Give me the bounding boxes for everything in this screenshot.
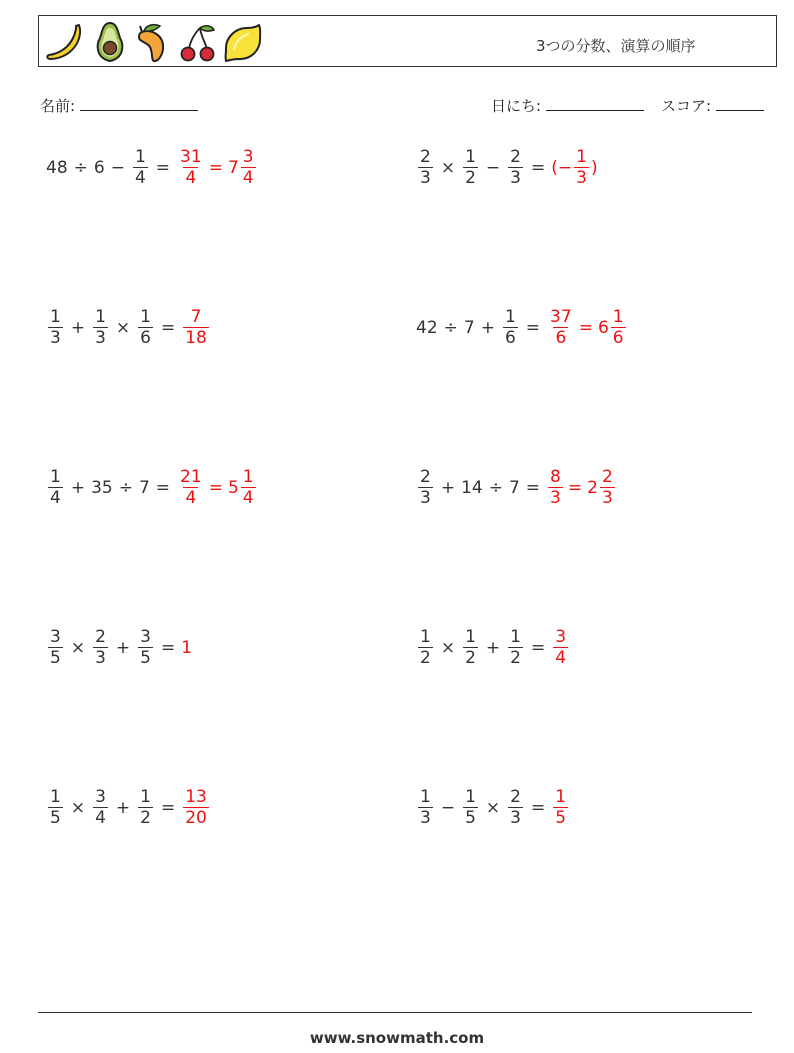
operator: + [115, 637, 131, 658]
number: 1 [181, 637, 193, 658]
denominator: 6 [504, 328, 516, 348]
denominator: 2 [510, 648, 521, 668]
operator: = [160, 797, 176, 818]
fraction [548, 467, 563, 508]
fraction [138, 307, 153, 348]
answer [181, 638, 192, 658]
worksheet-title: 3つの分数、演算の順序 [536, 37, 696, 55]
mixed-whole: 2 [587, 477, 598, 498]
name-field[interactable] [40, 95, 198, 116]
answer [181, 787, 211, 828]
numerator: 1 [134, 147, 146, 167]
denominator: 2 [420, 648, 431, 668]
fraction [508, 627, 523, 668]
operator: = [525, 317, 541, 338]
cherry-icon [176, 20, 218, 64]
problem-9 [46, 787, 211, 828]
fraction [138, 787, 153, 828]
problem-7 [46, 627, 192, 668]
operator: + [70, 477, 86, 498]
operator: = [155, 477, 171, 498]
operator: − [440, 797, 456, 818]
numerator: 2 [510, 787, 521, 807]
operator: × [115, 317, 131, 338]
fraction [133, 147, 148, 188]
numerator: 1 [555, 787, 567, 807]
fraction [93, 787, 108, 828]
fraction [48, 627, 63, 668]
fraction [418, 627, 433, 668]
date-label: 日にち: [491, 97, 542, 115]
fraction [241, 467, 256, 508]
numerator: 1 [612, 307, 624, 327]
answer [181, 307, 211, 348]
problem-2 [416, 147, 598, 188]
operator: = [160, 317, 176, 338]
numerator: 31 [180, 147, 202, 167]
denominator: 2 [465, 648, 476, 668]
fraction [553, 787, 568, 828]
fraction [574, 147, 589, 188]
problem-10 [416, 787, 570, 828]
denominator: 3 [601, 488, 613, 508]
mixed-number [596, 307, 628, 348]
number: 14 [461, 477, 483, 498]
fraction [463, 147, 478, 188]
fraction [611, 307, 626, 348]
header-box [38, 15, 777, 67]
denominator: 4 [185, 488, 197, 508]
avocado-icon [89, 20, 131, 64]
operator: = [160, 637, 176, 658]
fraction [48, 467, 63, 508]
mixed-whole: 7 [227, 157, 239, 178]
fraction [183, 307, 209, 348]
fraction [418, 467, 433, 508]
denominator: 3 [50, 328, 61, 348]
number: 42 [416, 317, 438, 338]
operator: = [530, 157, 546, 178]
denominator: 2 [465, 168, 476, 188]
operator: − [485, 157, 501, 178]
problem-3 [46, 307, 211, 348]
denominator: 6 [555, 328, 567, 348]
numerator: 1 [465, 787, 476, 807]
answer [176, 147, 258, 188]
date-field[interactable] [491, 95, 644, 116]
operator: = [567, 477, 583, 498]
answer [546, 307, 628, 348]
answer [551, 787, 570, 828]
date-blank[interactable] [546, 96, 644, 111]
numerator: 1 [465, 627, 476, 647]
operator: × [485, 797, 501, 818]
numerator: 1 [242, 467, 254, 487]
lemon-icon [221, 20, 263, 64]
problem-8 [416, 627, 570, 668]
number: 48 [46, 157, 68, 178]
name-blank[interactable] [80, 96, 198, 111]
fraction [93, 627, 108, 668]
operator: + [485, 637, 501, 658]
numerator: 1 [50, 467, 61, 487]
numerator: 3 [555, 627, 567, 647]
operator: ÷ [118, 477, 133, 498]
mixed-number [226, 147, 258, 188]
numerator: 3 [95, 787, 106, 807]
denominator: 3 [510, 168, 521, 188]
answer [551, 627, 570, 668]
operator: × [440, 157, 456, 178]
denominator: 3 [420, 168, 431, 188]
problem-4 [416, 307, 628, 348]
mango-icon [132, 20, 174, 64]
fraction [548, 307, 574, 348]
operator: = [578, 317, 593, 338]
problem-6 [416, 467, 617, 508]
fraction [178, 147, 204, 188]
footer-url[interactable]: www.snowmath.com [309, 1029, 485, 1047]
denominator: 4 [134, 168, 146, 188]
number: 7 [508, 477, 520, 498]
operator: − [110, 157, 125, 178]
denominator: 3 [95, 648, 106, 668]
denominator: 3 [420, 808, 431, 828]
operator: ÷ [443, 317, 458, 338]
numerator: 1 [140, 307, 151, 327]
denominator: 3 [550, 488, 561, 508]
denominator: 3 [95, 328, 106, 348]
numerator: 2 [601, 467, 613, 487]
denominator: 5 [50, 808, 61, 828]
numerator: 2 [420, 147, 431, 167]
answer [551, 147, 597, 188]
numerator: 8 [550, 467, 561, 487]
problem-5 [46, 467, 258, 508]
numerator: 2 [95, 627, 106, 647]
score-blank[interactable] [716, 96, 764, 111]
denominator: 5 [465, 808, 476, 828]
number: ) [590, 157, 598, 178]
denominator: 20 [185, 808, 207, 828]
number: (− [551, 157, 573, 178]
denominator: 3 [576, 168, 587, 188]
banana-icon [43, 20, 85, 64]
mixed-whole: 5 [227, 477, 239, 498]
numerator: 37 [550, 307, 572, 327]
fraction [600, 467, 615, 508]
operator: = [530, 797, 546, 818]
denominator: 4 [95, 808, 106, 828]
operator: = [530, 637, 546, 658]
fraction [178, 467, 204, 508]
numerator: 2 [510, 147, 521, 167]
footer-divider [38, 1012, 752, 1013]
denominator: 5 [555, 808, 567, 828]
answer [176, 467, 258, 508]
fraction [183, 787, 209, 828]
operator: ÷ [73, 157, 88, 178]
operator: × [70, 797, 86, 818]
fraction [93, 307, 108, 348]
operator: = [155, 157, 171, 178]
numerator: 3 [50, 627, 61, 647]
numerator: 1 [504, 307, 516, 327]
fraction [418, 787, 433, 828]
denominator: 18 [185, 328, 207, 348]
name-label: 名前: [40, 97, 76, 115]
number: 35 [91, 477, 113, 498]
mixed-number [226, 467, 258, 508]
numerator: 7 [190, 307, 202, 327]
denominator: 6 [140, 328, 151, 348]
operator: + [115, 797, 131, 818]
number: 7 [463, 317, 475, 338]
operator: + [440, 477, 456, 498]
denominator: 4 [185, 168, 197, 188]
operator: + [70, 317, 86, 338]
operator: × [70, 637, 86, 658]
denominator: 5 [50, 648, 61, 668]
numerator: 1 [50, 787, 61, 807]
denominator: 2 [140, 808, 151, 828]
operator: × [440, 637, 456, 658]
fraction [48, 307, 63, 348]
numerator: 3 [242, 147, 254, 167]
denominator: 4 [242, 488, 254, 508]
number: 7 [138, 477, 150, 498]
numerator: 13 [185, 787, 207, 807]
operator: = [525, 477, 541, 498]
denominator: 4 [242, 168, 254, 188]
fraction [508, 147, 523, 188]
fraction [418, 147, 433, 188]
numerator: 1 [140, 787, 151, 807]
mixed-number [585, 467, 617, 508]
operator: ÷ [488, 477, 503, 498]
denominator: 5 [140, 648, 151, 668]
answer [546, 467, 617, 508]
fraction [553, 627, 568, 668]
fraction [508, 787, 523, 828]
numerator: 2 [420, 467, 431, 487]
fraction [138, 627, 153, 668]
fraction [463, 627, 478, 668]
denominator: 4 [50, 488, 61, 508]
number: 6 [93, 157, 105, 178]
fraction [463, 787, 478, 828]
operator: = [208, 477, 223, 498]
numerator: 1 [576, 147, 587, 167]
fraction [503, 307, 518, 348]
score-label: スコア: [661, 97, 712, 115]
numerator: 1 [510, 627, 521, 647]
numerator: 1 [95, 307, 106, 327]
mixed-whole: 6 [597, 317, 609, 338]
problem-1 [46, 147, 258, 188]
denominator: 3 [420, 488, 431, 508]
numerator: 3 [140, 627, 151, 647]
numerator: 21 [180, 467, 202, 487]
denominator: 6 [612, 328, 624, 348]
numerator: 1 [465, 147, 476, 167]
operator: + [480, 317, 495, 338]
fraction [241, 147, 256, 188]
denominator: 4 [555, 648, 567, 668]
fraction [48, 787, 63, 828]
numerator: 1 [420, 787, 431, 807]
denominator: 3 [510, 808, 521, 828]
numerator: 1 [420, 627, 431, 647]
operator: = [208, 157, 223, 178]
score-field[interactable] [661, 95, 764, 116]
numerator: 1 [50, 307, 61, 327]
